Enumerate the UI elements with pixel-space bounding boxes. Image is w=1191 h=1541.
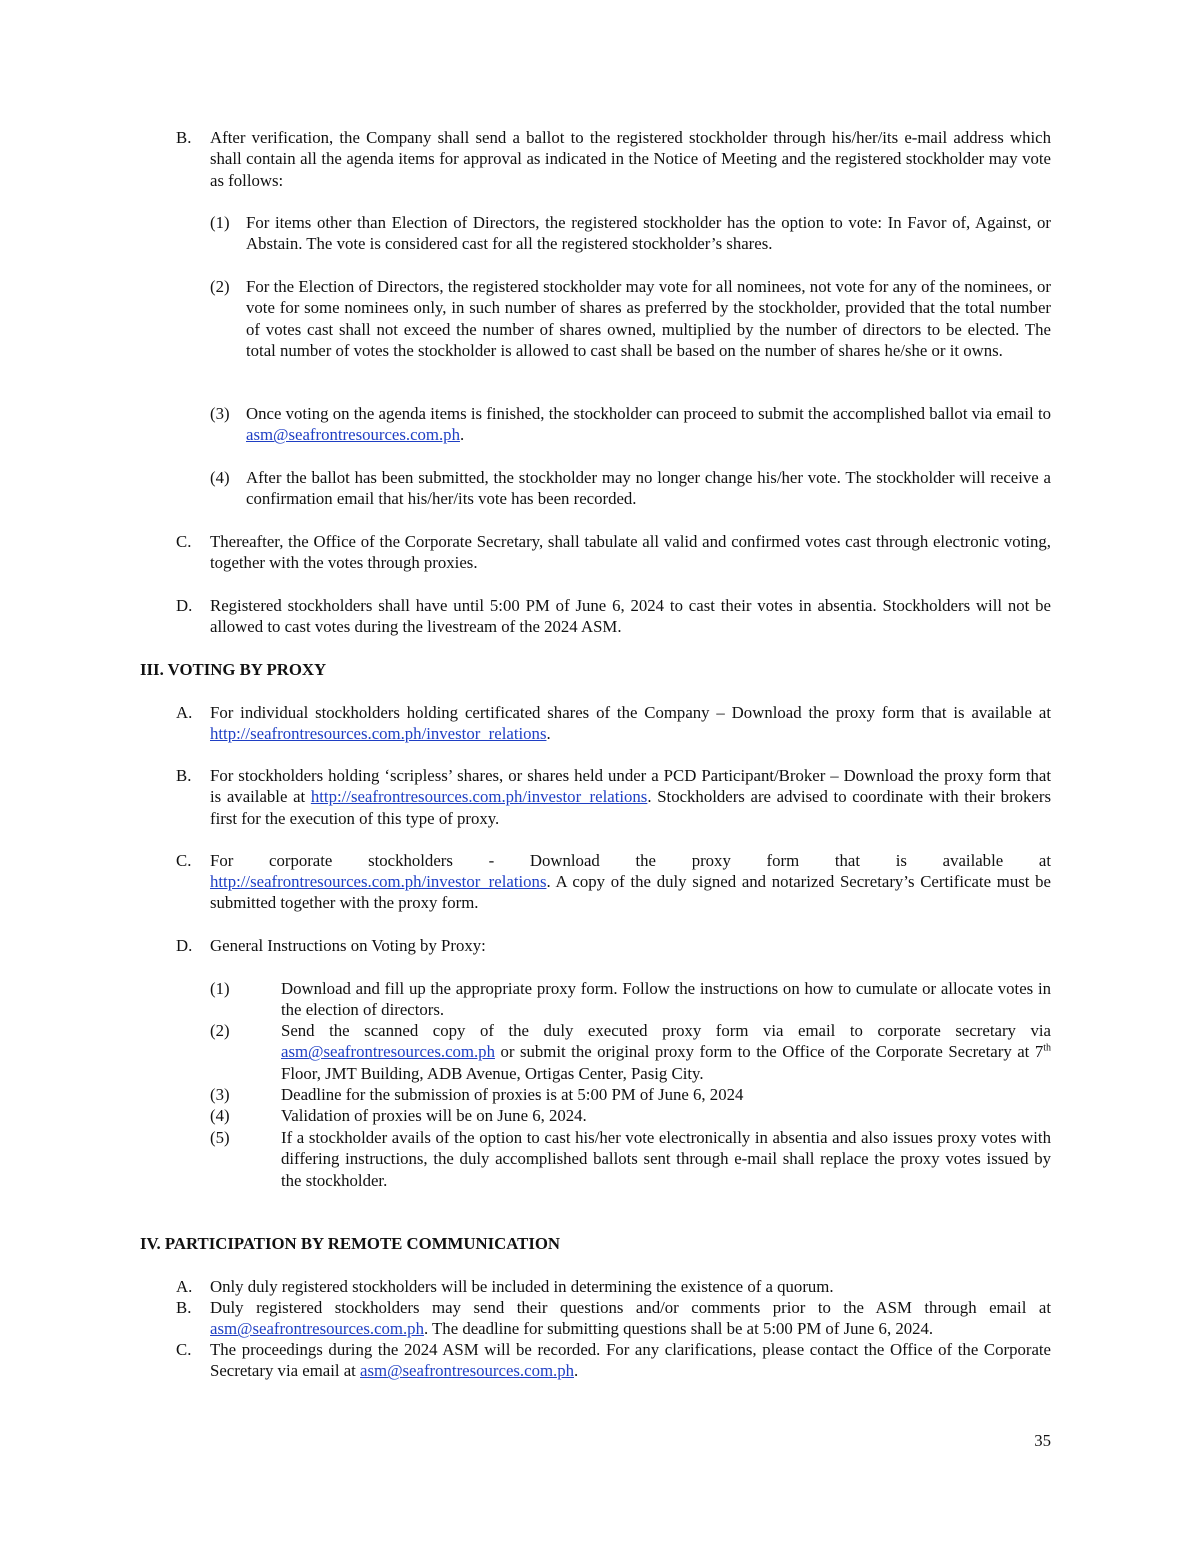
subitem-number: (2) — [210, 277, 230, 296]
item-letter: B. — [176, 128, 192, 147]
page-number: 35 — [1034, 1431, 1051, 1450]
investor-relations-link[interactable]: http://seafrontresources.com.ph/investor_relations — [210, 872, 547, 891]
paragraph-general-instructions: General Instructions on Voting by Proxy: — [210, 936, 486, 955]
item-letter: D. — [176, 596, 193, 615]
subitem-number: (3) — [210, 404, 230, 423]
subitem-number: (4) — [210, 1106, 230, 1125]
paragraph-individual-stockholders: For individual stockholders holding certificated shares of the Company – Download the proxy form that is available at http://seafrontresources.com.ph/investor_relations. — [210, 703, 1051, 744]
item-letter: B. — [176, 1298, 192, 1317]
paragraph-voting-deadline: Registered stockholders shall have until 5:00 PM of June 6, 2024 to cast their votes in absentia. Stockholders will not be allowed to cast votes during the livestream of the 2024 ASM. — [210, 596, 1051, 637]
paragraph-recording: The proceedings during the 2024 ASM will be recorded. For any clarifications, please contact the Office of the Corporate Secretary via email at asm@seafrontresources.com.ph. — [210, 1340, 1051, 1381]
subitem-number: (5) — [210, 1128, 230, 1147]
item-letter: B. — [176, 766, 192, 785]
paragraph-send-proxy: Send the scanned copy of the duly executed proxy form via email to corporate secretary via asm@seafrontresources.com.ph or submit the original proxy form to the Office of the Corporate Secretary at 7th Floor, JMT Building, ADB Avenue, Ortigas Center, Pasig City. — [281, 1021, 1051, 1083]
section-heading-voting-by-proxy: III. VOTING BY PROXY — [140, 660, 327, 679]
paragraph-proxy-deadline: Deadline for the submission of proxies is at 5:00 PM of June 6, 2024 — [281, 1085, 744, 1104]
paragraph-corporate-stockholders-line1: For corporate stockholders - Download the proxy form that is available at — [210, 851, 1051, 870]
paragraph-proxy-validation: Validation of proxies will be on June 6, 2024. — [281, 1106, 587, 1125]
paragraph-vote-options: For items other than Election of Directors, the registered stockholder has the option to vote: In Favor of, Against, or Abstain. The vote is considered cast for all the registered stockholder’s shares. — [246, 213, 1051, 254]
item-letter: C. — [176, 851, 192, 870]
paragraph-submit-ballot: Once voting on the agenda items is finished, the stockholder can proceed to submit the accomplished ballot via email to asm@seafrontresources.com.ph. — [246, 404, 1051, 445]
subitem-number: (1) — [210, 979, 230, 998]
section-heading-remote-participation: IV. PARTICIPATION BY REMOTE COMMUNICATION — [140, 1234, 561, 1253]
item-letter: A. — [176, 1277, 193, 1296]
item-letter: C. — [176, 532, 192, 551]
paragraph-ballot-sent: After verification, the Company shall send a ballot to the registered stockholder through his/her/its e-mail address which shall contain all the agenda items for approval as indicated in the Notice of Meeting and the registered stockholder may vote as follows: — [210, 128, 1051, 190]
paragraph-questions: Duly registered stockholders may send their questions and/or comments prior to the ASM through email at asm@seafrontresources.com.ph. The deadline for submitting questions shall be at 5:00 PM of June 6, 2024. — [210, 1298, 1051, 1339]
paragraph-corporate-stockholders: http://seafrontresources.com.ph/investor_relations. A copy of the duly signed and notarized Secretary’s Certificate must be submitted together with the proxy form. — [210, 872, 1051, 913]
item-letter: A. — [176, 703, 193, 722]
paragraph-election-of-directors: For the Election of Directors, the registered stockholder may vote for all nominees, not vote for any of the nominees, or vote for some nominees only, in such number of shares as preferred by the stockholder, provided that the total number of votes cast shall not exceed the number of shares owned, multiplied by the number of directors to be elected. The total number of votes the stockholder is allowed to cast shall be based on the number of shares he/she or it owns. — [246, 277, 1051, 361]
paragraph-ballot-final: After the ballot has been submitted, the stockholder may no longer change his/her vote. The stockholder will receive a confirmation email that his/her/its vote has been recorded. — [246, 468, 1051, 509]
subitem-number: (2) — [210, 1021, 230, 1040]
ordinal-suffix: th — [1043, 1042, 1051, 1054]
email-link[interactable]: asm@seafrontresources.com.ph — [360, 1361, 574, 1381]
item-letter: D. — [176, 936, 193, 955]
email-link[interactable]: asm@seafrontresources.com.ph — [210, 1319, 424, 1339]
paragraph-quorum: Only duly registered stockholders will be included in determining the existence of a quorum. — [210, 1277, 834, 1296]
paragraph-proxy-override: If a stockholder avails of the option to cast his/her vote electronically in absentia and also issues proxy votes with differing instructions, the duly accomplished ballots sent through e-mail shall replace the proxy votes issued by the stockholder. — [281, 1128, 1051, 1190]
paragraph-scripless-shares: For stockholders holding ‘scripless’ shares, or shares held under a PCD Participant/Broker – Download the proxy form that is available at http://seafrontresources.com.ph/investor_relations. Stockholders are advised to coordinate with their brokers first for the execution of this type of proxy. — [210, 766, 1051, 828]
paragraph-download-proxy: Download and fill up the appropriate proxy form. Follow the instructions on how to cumulate or allocate votes in the election of directors. — [281, 979, 1051, 1020]
email-link[interactable]: asm@seafrontresources.com.ph — [246, 425, 460, 445]
subitem-number: (1) — [210, 213, 230, 232]
subitem-number: (4) — [210, 468, 230, 487]
paragraph-tabulate-votes: Thereafter, the Office of the Corporate Secretary, shall tabulate all valid and confirmed votes cast through electronic voting, together with the votes through proxies. — [210, 532, 1051, 573]
subitem-number: (3) — [210, 1085, 230, 1104]
email-link[interactable]: asm@seafrontresources.com.ph — [281, 1042, 495, 1062]
investor-relations-link[interactable]: http://seafrontresources.com.ph/investor_relations — [210, 724, 547, 744]
item-letter: C. — [176, 1340, 192, 1359]
investor-relations-link[interactable]: http://seafrontresources.com.ph/investor_relations — [310, 787, 648, 807]
